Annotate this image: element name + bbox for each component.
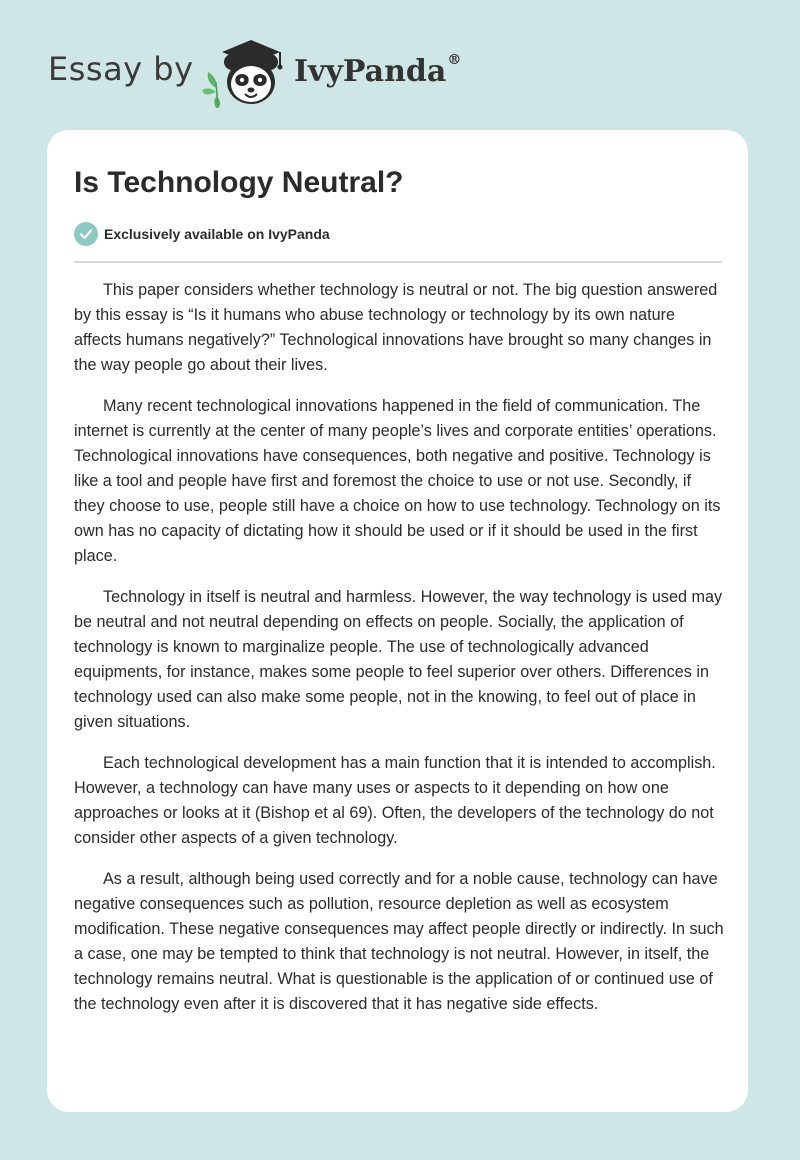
- essay-paragraph: Each technological development has a main function that it is intended to accomplish. However, a technology can have many uses or aspects to it depending on how one approaches or looks at it (Bishop et al 69). Often, the developers of the technology do not consider other aspects of a given technology.: [74, 754, 716, 847]
- essay-paragraph: This paper considers whether technology is neutral or not. The big question answered by this essay is “Is it humans who abuse technology or technology by its own nature affects humans negatively?” Technological innovations have brought so many changes in the way people go about their lives.: [74, 281, 718, 374]
- check-icon: [74, 222, 98, 246]
- essay-paragraph: As a result, although being used correctly and for a noble cause, technology can have negative consequences such as pollution, resource depletion as well as ecosystem modification. These negative consequences may affect people directly or indirectly. In such a case, one may be tempted to think that technology is not neutral. However, in itself, the technology remains neutral. What is questionable is the application of or continued use of the technology even after it is discovered that it has negative side effects.: [74, 870, 724, 1013]
- panda-logo-icon[interactable]: [202, 36, 292, 108]
- title-divider: [74, 261, 722, 263]
- essay-paragraph: Technology in itself is neutral and harmless. However, the way technology is used may be neutral and not neutral depending on effects on people. Socially, the application of technology is known to marginalize people. The use of technologically advanced equipments, for instance, makes some people to feel superior over others. Differences in technology used can also make some people, not in the knowing, to feel out of place in given situations.: [74, 588, 723, 731]
- exclusive-badge-label: Exclusively available on IvyPanda: [104, 226, 330, 242]
- essay-body: [74, 278, 724, 1033]
- essay-by-label: Essay by: [48, 50, 194, 88]
- essay-card: [47, 130, 748, 1112]
- site-header: [48, 36, 568, 108]
- page-title: Is Technology Neutral?: [74, 166, 404, 199]
- exclusive-badge: [74, 221, 330, 247]
- essay-paragraph: Many recent technological innovations happened in the field of communication. The internet is currently at the center of many people’s lives and corporate entities’ operations. Technological innovations have consequences, both negative and positive. Technology is like a tool and people have first and foremost the choice to use or not use. Secondly, if they choose to use, people still have a choice on how to use technology. Technology on its own has no capacity of dictating how it should be used or if it should be used in the first place.: [74, 397, 721, 565]
- registered-mark: ®: [447, 52, 462, 68]
- brand-name[interactable]: IvyPanda®: [294, 52, 462, 89]
